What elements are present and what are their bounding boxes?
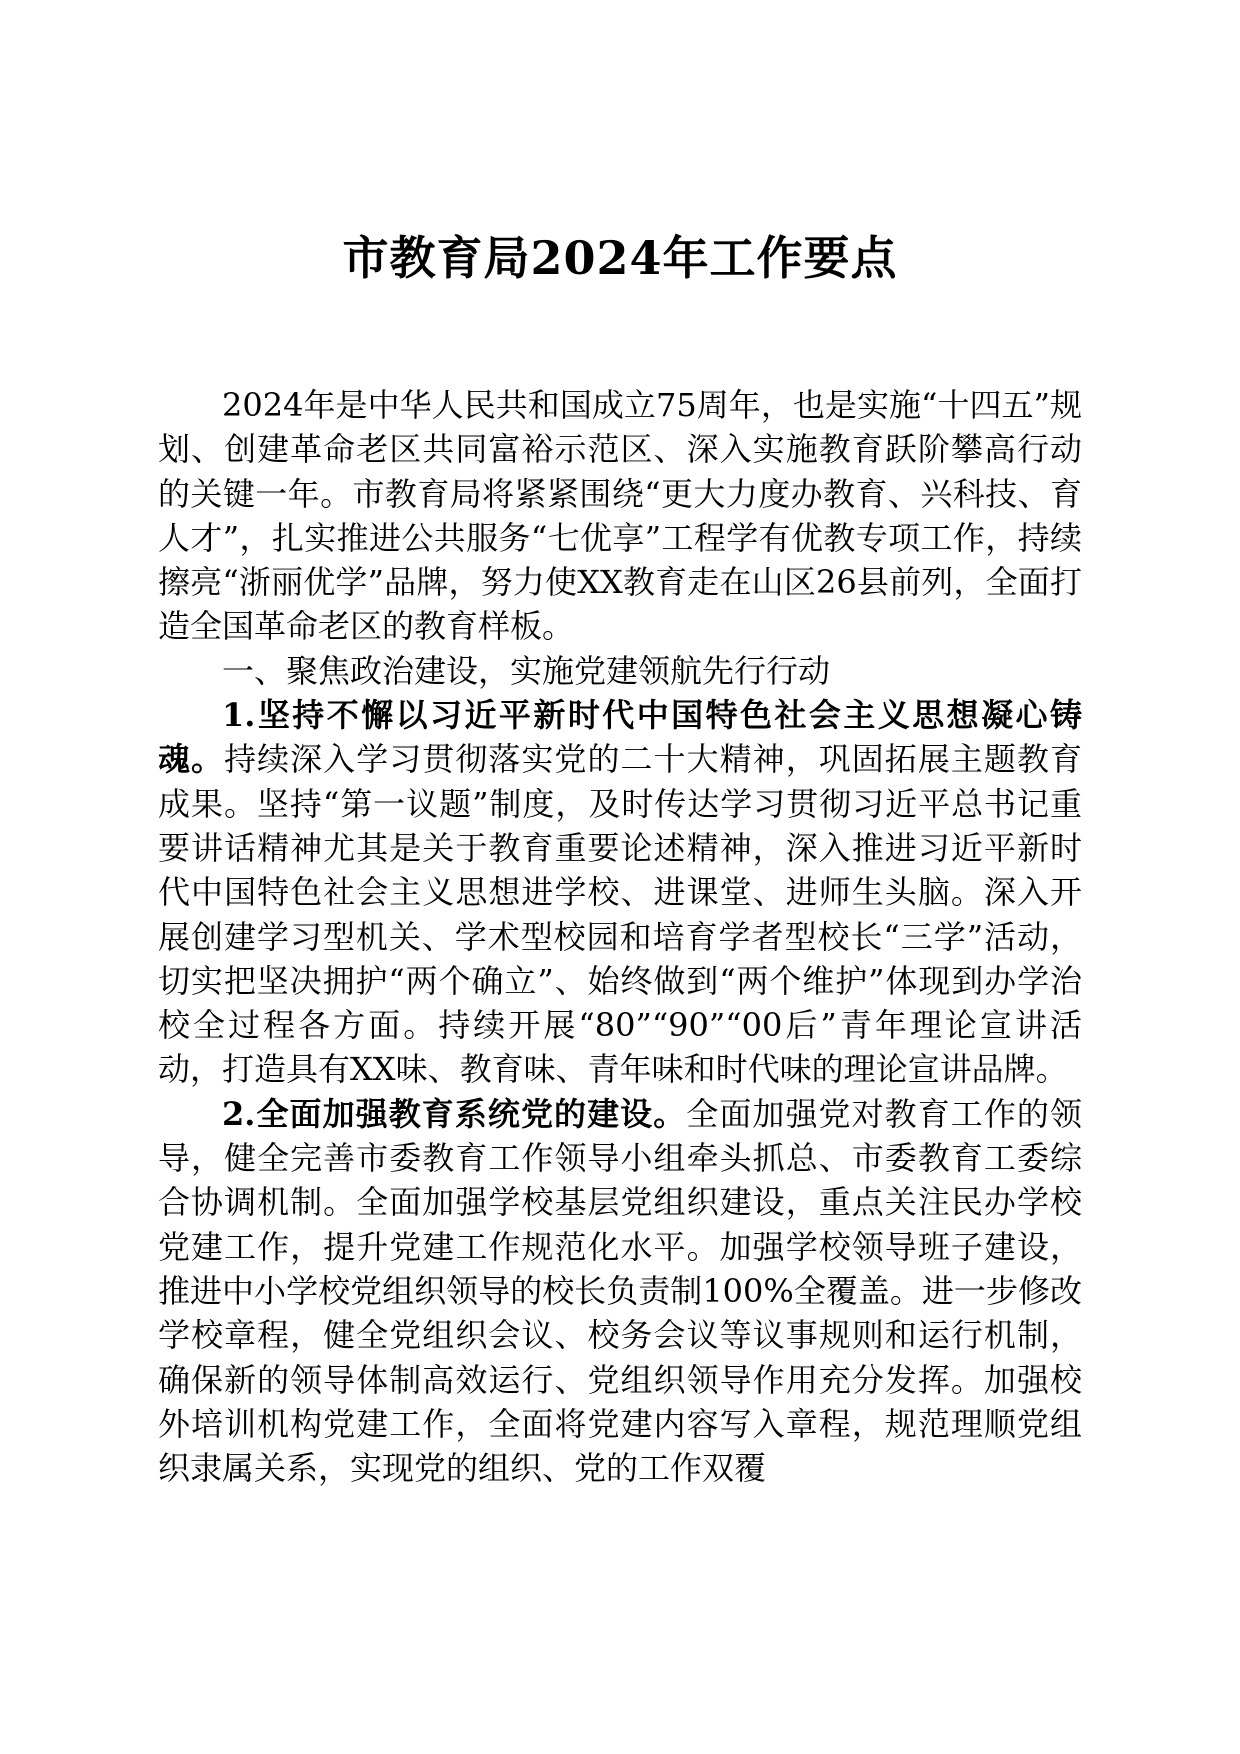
document-title: 市教育局2024年工作要点 xyxy=(342,231,898,285)
item-text: 持续深入学习贯彻落实党的二十大精神，巩固拓展主题教育成果。坚持“第一议题”制度，及时传达学习贯彻习近平总书记重要讲话精神尤其是关于教育重要论述精神，深入推进习近平新时代中国特色社会主义思想进学校、进课堂、进师生头脑。深入开展创建学习型机关、学术型校园和培育学者型校长“三学”活动，切实把坚决拥护“两个确立”、始终做到“两个维护”体现到办学治校全过程各方面。持续开展“80”“90”“00后”青年理论宣讲活动，打造具有XX味、教育味、青年味和时代味的理论宣讲品牌。 xyxy=(158,740,1082,1089)
item-paragraph xyxy=(158,693,1082,1092)
document-body xyxy=(158,383,1082,1490)
item-paragraph xyxy=(158,1092,1082,1491)
item-heading: 2.全面加强教育系统党的建设。 xyxy=(222,1094,687,1133)
section-heading: 一、聚焦政治建设，实施党建领航先行行动 xyxy=(222,651,831,690)
item-heading: 1.坚持不懈以习近平新时代中国特色社会主义思想凝心铸魂。 xyxy=(158,696,1082,779)
item-text: 全面加强党对教育工作的领导，健全完善市委教育工作领导小组牵头抓总、市委教育工委综合协调机制。全面加强学校基层党组织建设，重点关注民办学校党建工作，提升党建工作规范化水平。加强学校领导班子建设，推进中小学校党组织领导的校长负责制100%全覆盖。进一步修改学校章程，健全党组织会议、校务会议等议事规则和运行机制，确保新的领导体制高效运行、党组织领导作用充分发挥。加强校外培训机构党建工作，全面将党建内容写入章程，规范理顺党组织隶属关系，实现党的组织、党的工作双覆 xyxy=(158,1094,1082,1488)
intro-paragraph: 2024年是中华人民共和国成立75周年，也是实施“十四五”规划、创建革命老区共同富裕示范区、深入实施教育跃阶攀高行动的关键一年。市教育局将紧紧围绕“更大力度办教育、兴科技、育人才”，扎实推进公共服务“七优享”工程学有优教专项工作，持续擦亮“浙丽优学”品牌，努力使XX教育走在山区26县前列，全面打造全国革命老区的教育样板。 xyxy=(158,386,1082,646)
